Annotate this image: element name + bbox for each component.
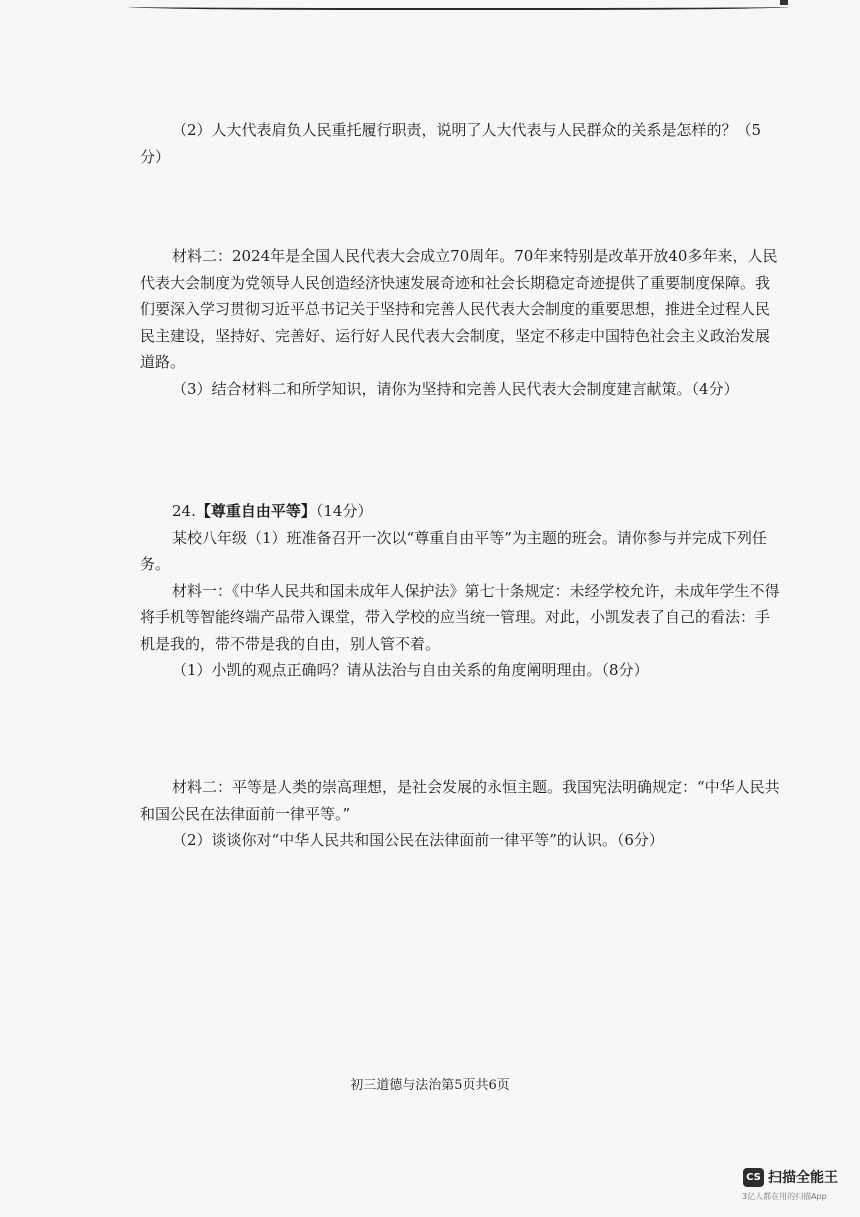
q24-block (140, 498, 780, 684)
camscanner-logo-icon: CS (743, 1168, 764, 1187)
q24-number: 24. (172, 502, 196, 520)
q23-part2-question: （2）人大代表肩负人民重托履行职责，说明了人大代表与人民群众的关系是怎样的？（5分） (140, 121, 762, 166)
q24-score: （14分） (315, 502, 373, 520)
watermark-app-name: 扫描全能王 (768, 1170, 838, 1186)
q23-material2-text: 材料二：2024年是全国人民代表大会成立70周年。70年来特别是改革开放40多年来，人民代表大会制度为党领导人民创造经济快速发展奇迹和社会长期稳定奇迹提供了重要制度保障。我们要深入学习贯彻习近平总书记关于坚持和完善人民代表大会制度的重要思想，推进全过程人民民主建设，坚持好、完善好、运行好人民代表大会制度，坚定不移走中国特色社会主义政治发展道路。 (140, 247, 778, 371)
q24-material2: 材料二：平等是人类的崇高理想，是社会发展的永恒主题。我国宪法明确规定：“中华人民共和国公民在法律面前一律平等。” (140, 778, 780, 823)
q23-material2-block (140, 243, 780, 402)
q24-material2-block (140, 774, 780, 854)
q24-part2-question: （2）谈谈你对“中华人民共和国公民在法律面前一律平等”的认识。（6分） (172, 831, 664, 849)
header-rule-line (128, 2, 790, 10)
q24-part1-question: （1）小凯的观点正确吗？请从法治与自由关系的角度阐明理由。（8分） (172, 661, 649, 679)
q24-topic: 【尊重自由平等】 (195, 502, 316, 520)
scanner-watermark (740, 1164, 850, 1204)
watermark-tagline: 3亿人都在用的扫描App (742, 1192, 827, 1201)
header-rule-mark (780, 0, 788, 5)
q24-material1: 材料一：《中华人民共和国未成年人保护法》第七十条规定：未经学校允许，未成年学生不得将手机等智能终端产品带入课堂，带入学校的应当统一管理。对此，小凯发表了自己的看法：手机是我的，带不带是我的自由，别人管不着。 (140, 581, 780, 653)
q24-heading (140, 498, 780, 525)
q23-part2-block (140, 117, 780, 170)
q23-part3-question: （3）结合材料二和所学知识，请你为坚持和完善人民代表大会制度建言献策。（4分） (172, 379, 739, 398)
page-footer: 初三道德与法治第5页共6页 (350, 1078, 510, 1093)
q24-intro: 某校八年级（1）班准备召开一次以“尊重自由平等”为主题的班会。请你参与并完成下列任务。 (140, 528, 767, 573)
